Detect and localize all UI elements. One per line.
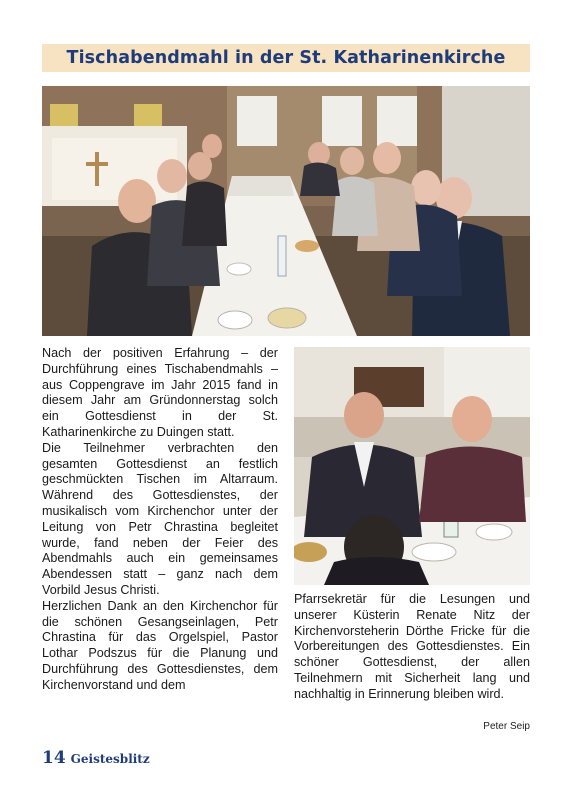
- paragraph: Die Teilnehmer verbrachten den gesamten Gottesdienst an festlich geschmückten Tischen im Altarraum. Während des Gottesdienstes, der musikalisch vom Kirchenchor unter der Leitung von Petr Chrastina begleitet wurde, fand neben der Feier des Abendmahls auch ein gemeinsames Abendessen statt – ganz nach dem Vorbild Jesus Christi.: [42, 440, 278, 597]
- author-credit: Peter Seip: [483, 721, 530, 732]
- article-title: Tischabendmahl in der St. Katharinenkirche: [66, 48, 506, 68]
- photo-church-dinner: [42, 86, 530, 336]
- magazine-name: Geistesblitz: [70, 752, 150, 766]
- page-number: 14: [42, 748, 66, 768]
- title-banner: [42, 44, 530, 72]
- page-footer: [42, 748, 150, 768]
- article-body-right: [294, 592, 530, 703]
- article-body-left: [42, 346, 278, 694]
- photo-men-conversation: [294, 347, 530, 585]
- paragraph: Herzlichen Dank an den Kirchenchor für die schönen Gesangseinlagen, Petr Chrastina für das Orgelspiel, Pastor Lothar Podszus für die Planung und Durchführung des Gottesdienstes, dem Kirchenvorstand und dem: [42, 598, 278, 692]
- paragraph: Nach der positiven Erfahrung – der Durchführung eines Tischabendmahls – aus Coppengrave im Jahr 2015 fand in diesem Jahr am Gründonnerstag solch ein Gottesdienst in der St. Katharinenkirche zu Duingen statt.: [42, 346, 278, 439]
- paragraph: Pfarrsekretär für die Lesungen und unserer Küsterin Renate Nitz der Kirchenvorsteherin Dörthe Fricke für die Vorbereitungen des Gottesdienstes. Ein schöner Gottesdienst, der allen Teilnehmern mit Sicherheit lang und nachhaltig in Erinnerung bleiben wird.: [294, 592, 530, 701]
